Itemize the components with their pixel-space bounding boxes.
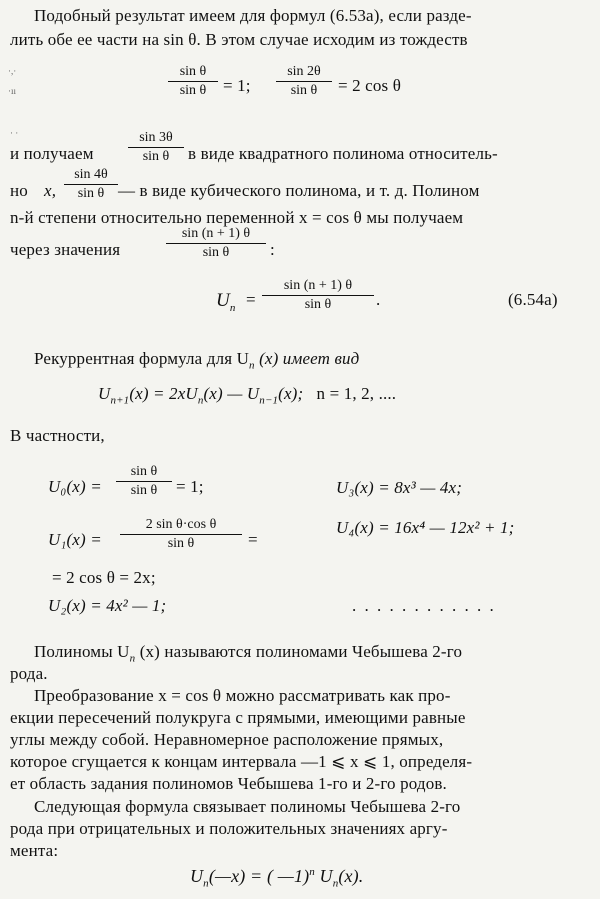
para5-line1: Полиномы $U_n$ (x) называются полиномами Чебышева 2-го [34,642,463,665]
u0-lhs: U₀(x) = [48,477,102,496]
eq654a-equals: = [246,290,256,309]
para2-text-f: через значения [10,240,121,259]
scan-speck: · · [10,128,19,138]
eq654a-period: . [376,290,381,309]
u0-rhs: = 1; [176,477,204,496]
para2-text-b: в виде квадратного полинома относитель- [188,144,498,163]
identity2-fraction: $\frac{\sin 2\theta}{\text{sin θ}}$ [276,64,332,99]
u4-formula: U₄(x) = 16x⁴ — 12x² + 1; [336,518,515,537]
u1-fraction: $\frac{\text{2 sin θ·cos θ}}{\text{sin θ}}$ [120,517,242,552]
recurrence-formula: $U_{n+1}(x) = 2xU_n(x)$ — $U_{n-1}(x)$; n = 1, 2, .... [98,384,397,407]
para7-line1: Следующая формула связывает полиномы Чебышева 2-го [34,797,461,816]
u3-formula: U₃(x) = 8x³ — 4x; [336,478,463,497]
scan-speck: ·ıı [8,86,16,96]
para3-recurrent: Рекуррентная формула для $U_n$ (x) имеет вид [34,349,360,372]
u1-lhs: U₁(x) = [48,530,102,549]
para5-line2: рода. [10,664,48,683]
identity1-fraction: $\frac{\text{sin θ}}{\text{sin θ}}$ [168,64,218,99]
para2-var-x: x, [44,181,57,200]
para7-line3: мента: [10,841,59,860]
identity1-rhs: = 1; [223,76,251,95]
para6-line1: Преобразование x = cos θ можно рассматривать как про- [34,686,451,705]
eq654a-fraction: $\frac{\sin (n + 1) \theta}{\text{sin θ}}$ [262,278,374,313]
eq654a-label: (6.54a) [508,290,558,309]
parity-formula: $U_n(—x)$ = ( —1)$^n$ $U_n(x)$. [190,866,364,890]
u1-rhs: = [248,530,258,549]
sin-n1-fraction: $\frac{\sin (n + 1) \theta}{\text{sin θ}}$ [166,226,266,261]
para6-line5: ет область задания полиномов Чебышева 1-го и 2-го родов. [10,774,447,793]
para1-line1: Подобный результат имеем для формул (6.53а), если разде- [34,6,472,25]
scan-speck: ·,· [8,66,17,76]
para1-line2: лить обе ее части на sin θ. В этом случае исходим из тождеств [10,30,468,49]
para2-text-a: и получаем [10,144,94,163]
para7-line2: рода при отрицательных и положительных значениях аргу- [10,819,448,838]
ellipsis-dots: . . . . . . . . . . . . [352,596,496,615]
para6-line3: углы между собой. Неравномерное расположение прямых, [10,730,444,749]
para6-line2: екции пересечений полукруга с прямыми, имеющими равные [10,708,466,727]
sin3theta-fraction: $\frac{\sin 3\theta}{\text{sin θ}}$ [128,130,184,165]
para6-line4: которое сгущается к концам интервала —1 ⩽ x ⩽ 1, определя- [10,752,473,771]
para4-in-particular: В частности, [10,426,105,445]
eq654a-lhs: $U_n$ [216,290,236,314]
para2-text-e: n-й степени относительно переменной x = cos θ мы получаем [10,208,464,227]
para2-text-g: : [270,240,275,259]
sin4theta-fraction: $\frac{\sin 4\theta}{\text{sin θ}}$ [64,167,118,202]
para2-text-c: но [10,181,28,200]
u0-fraction: $\frac{\text{sin θ}}{\text{sin θ}}$ [116,464,172,499]
identity2-rhs: = 2 cos θ [338,76,401,95]
u1-continued: = 2 cos θ = 2x; [52,568,156,587]
para2-text-d: — в виде кубического полинома, и т. д. Полином [118,181,480,200]
u2-formula: U₂(x) = 4x² — 1; [48,596,167,615]
